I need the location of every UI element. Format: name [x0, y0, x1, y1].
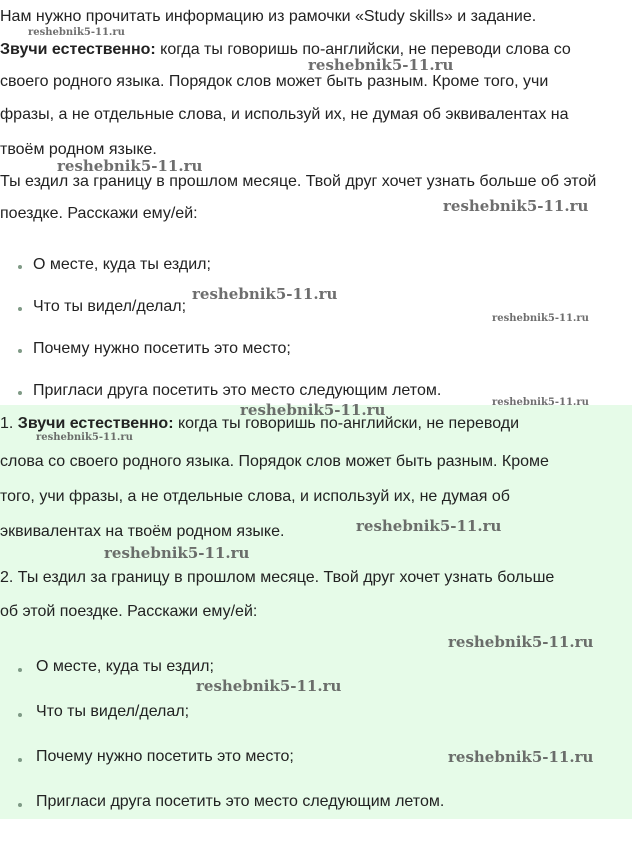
answer-tip-line-1-rest: когда ты говоришь по-английски, не переводи — [173, 415, 520, 432]
list-item: Что ты видел/делал; — [33, 298, 187, 315]
bullet-dot — [18, 713, 22, 717]
list-item: Пригласи друга посетить это место следующим летом. — [36, 793, 445, 810]
watermark: reshebnik5-11.ru — [308, 56, 454, 74]
tip-line-1 — [0, 40, 571, 60]
answer-tip-line-3: того, учи фразы, а не отдельные слова, и используй их, не думая об — [0, 488, 510, 505]
bullet-dot — [18, 668, 22, 672]
watermark: reshebnik5-11.ru — [36, 432, 133, 443]
list-item: Почему нужно посетить это место; — [36, 748, 294, 765]
bullet-dot — [18, 265, 22, 269]
watermark: reshebnik5-11.ru — [492, 397, 589, 408]
tip-bold-label: Звучи естественно: — [0, 41, 156, 58]
answer-task-line-1: 2. Ты ездил за границу в прошлом месяце. Твой друг хочет узнать больше — [0, 569, 555, 586]
watermark: reshebnik5-11.ru — [492, 313, 589, 324]
watermark: reshebnik5-11.ru — [443, 197, 589, 215]
answer-tip-bold-label: Звучи естественно: — [17, 415, 174, 432]
watermark: reshebnik5-11.ru — [192, 285, 338, 303]
bullet-dot — [18, 758, 22, 762]
watermark: reshebnik5-11.ru — [57, 157, 203, 175]
tip-line-1-rest: когда ты говоришь по-английски, не переводи слова со — [155, 41, 571, 58]
watermark: reshebnik5-11.ru — [196, 677, 342, 695]
watermark: reshebnik5-11.ru — [104, 544, 250, 562]
watermark: reshebnik5-11.ru — [28, 27, 125, 38]
answer-tip-line-2: слова со своего родного языка. Порядок слов может быть разным. Кроме — [0, 453, 549, 470]
bullet-dot — [18, 391, 22, 395]
watermark: reshebnik5-11.ru — [240, 401, 386, 419]
watermark: reshebnik5-11.ru — [448, 748, 594, 766]
task-line-1: Ты ездил за границу в прошлом месяце. Твой друг хочет узнать больше об этой — [0, 173, 597, 190]
list-item: Пригласи друга посетить это место следующим летом. — [33, 382, 442, 399]
answer-task-line-2: об этой поездке. Расскажи ему/ей: — [0, 603, 258, 620]
watermark: reshebnik5-11.ru — [356, 517, 502, 535]
answer-num-1: 1. — [0, 415, 14, 432]
list-item: Почему нужно посетить это место; — [33, 340, 291, 357]
intro-text: Нам нужно прочитать информацию из рамочки «Study skills» и задание. — [0, 8, 537, 25]
answer-tip-line-4: эквивалентах на твоём родном языке. — [0, 523, 285, 540]
tip-line-2: своего родного языка. Порядок слов может быть разным. Кроме того, учи — [0, 73, 549, 90]
bullet-dot — [18, 803, 22, 807]
task-line-2: поездке. Расскажи ему/ей: — [0, 205, 198, 222]
list-item: Что ты видел/делал; — [36, 703, 190, 720]
list-item: О месте, куда ты ездил; — [33, 256, 211, 273]
list-item: О месте, куда ты ездил; — [36, 658, 214, 675]
bullet-dot — [18, 307, 22, 311]
bullet-dot — [18, 349, 22, 353]
watermark: reshebnik5-11.ru — [448, 633, 594, 651]
tip-line-3: фразы, а не отдельные слова, и используй их, не думая об эквивалентах на — [0, 106, 569, 123]
tip-line-4: твоём родном языке. — [0, 141, 157, 158]
